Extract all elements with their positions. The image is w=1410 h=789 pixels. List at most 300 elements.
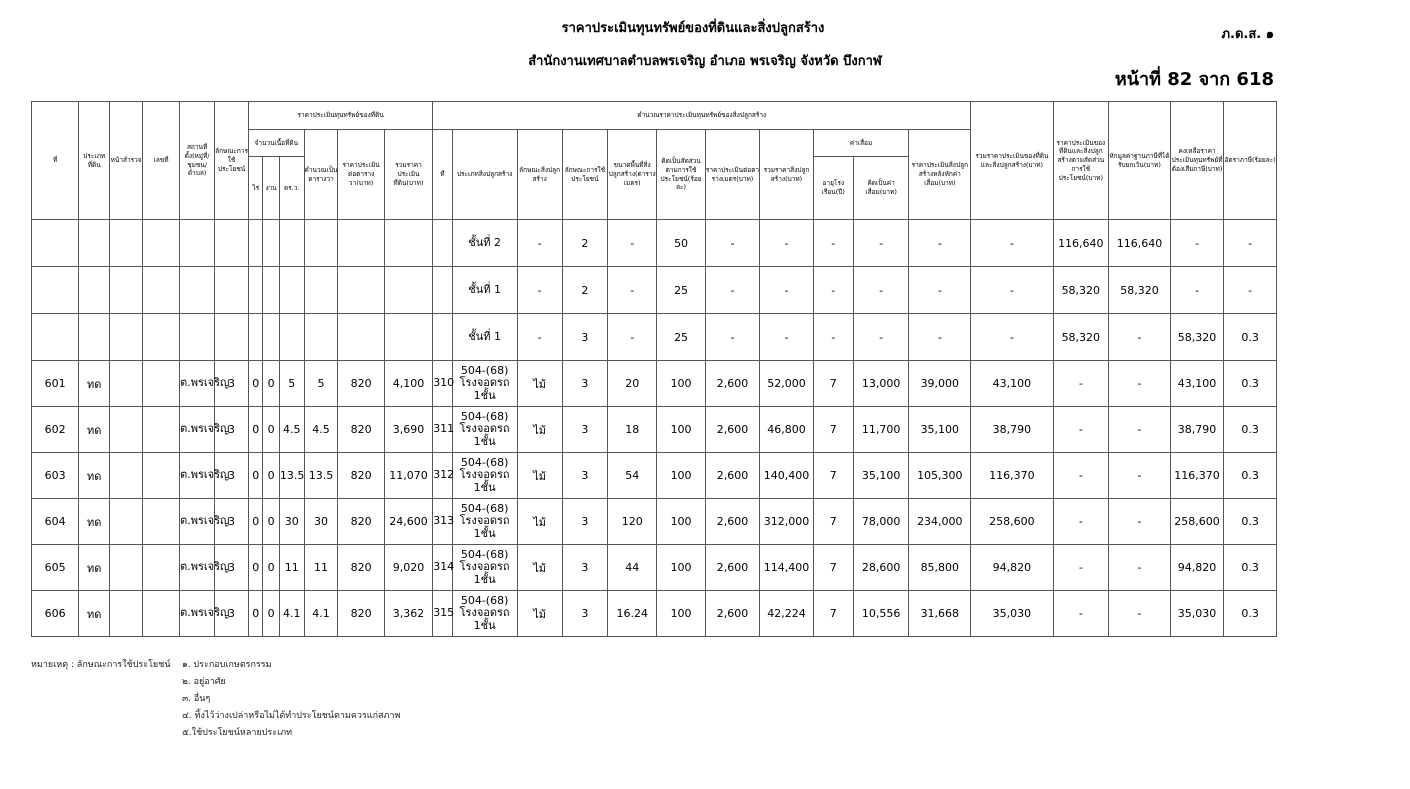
- cell-usage: 3: [215, 453, 249, 499]
- cell-bldg-total: 46,800: [760, 407, 813, 453]
- cell-remaining: 94,820: [1170, 545, 1223, 591]
- cell-remaining: 258,600: [1170, 499, 1223, 545]
- cell-rai: 0: [249, 499, 263, 545]
- cell-dep-amount: 28,600: [853, 545, 909, 591]
- cell-exemption: -: [1109, 361, 1171, 407]
- col-bldg-kind-header: ลักษณะสิ่งปลูกสร้าง: [517, 130, 562, 220]
- cell-usage: [215, 314, 249, 361]
- cell-land-type: ทด: [79, 545, 110, 591]
- col-tax-rate-header: อัตราภาษี(ร้อยละ): [1224, 102, 1277, 220]
- table-row: [32, 545, 1277, 591]
- cell-price-sqwa: 820: [338, 545, 384, 591]
- cell-land-type: ทด: [79, 591, 110, 637]
- cell-bldg-usage: 3: [562, 499, 607, 545]
- cell-dep-amount: 35,100: [853, 453, 909, 499]
- cell-calc-sqwa: 4.1: [304, 591, 338, 637]
- cell-survey-page: [110, 591, 143, 637]
- cell-price-sqm: -: [705, 220, 760, 267]
- cell-bldg-no: 312: [433, 453, 453, 499]
- cell-price-sqm: 2,600: [705, 453, 760, 499]
- cell-bldg-area: 16.24: [608, 591, 657, 637]
- cell-total-value: -: [971, 314, 1053, 361]
- cell-share-value: -: [1053, 407, 1109, 453]
- cell-bldg-type: 504-(68) โรงจอดรถ 1ชั้น: [452, 499, 517, 545]
- cell-bldg-type: 504-(68) โรงจอดรถ 1ชั้น: [452, 591, 517, 637]
- form-code: ภ.ด.ส. ๑: [1221, 27, 1274, 42]
- cell-location: ต.พรเจริญ: [180, 591, 215, 637]
- cell-ratio: 100: [657, 407, 705, 453]
- cell-bldg-no: 313: [433, 499, 453, 545]
- cell-location: [180, 220, 215, 267]
- cell-tax-rate: -: [1224, 267, 1277, 314]
- cell-bldg-total: -: [760, 267, 813, 314]
- cell-sqwa: 5: [279, 361, 304, 407]
- cell-price-sqm: 2,600: [705, 499, 760, 545]
- cell-no: [32, 267, 79, 314]
- cell-sqwa: [279, 220, 304, 267]
- col-bldg-usage-header: ลักษณะการใช้ประโยชน์: [562, 130, 607, 220]
- cell-bldg-kind: ไม้: [517, 545, 562, 591]
- cell-land-type: ทด: [79, 499, 110, 545]
- cell-total-value: -: [971, 267, 1053, 314]
- cell-total-value: 258,600: [971, 499, 1053, 545]
- cell-ratio: 100: [657, 361, 705, 407]
- building-group-header: คำนวณราคาประเมินทุนทรัพย์ของสิ่งปลูกสร้าง: [433, 102, 971, 130]
- area-group-header: จำนวนเนื้อที่ดิน: [249, 130, 305, 157]
- cell-exemption: -: [1109, 591, 1171, 637]
- table-row: [32, 314, 1277, 361]
- cell-remaining: 38,790: [1170, 407, 1223, 453]
- cell-bldg-total: 140,400: [760, 453, 813, 499]
- cell-bldg-type: 504-(68) โรงจอดรถ 1ชั้น: [452, 361, 517, 407]
- cell-usage: [215, 267, 249, 314]
- cell-tax-rate: 0.3: [1224, 407, 1277, 453]
- cell-rai: [249, 314, 263, 361]
- col-usage-header: ลักษณะการใช้ประโยชน์: [215, 102, 249, 220]
- cell-usage: [215, 220, 249, 267]
- cell-no: 606: [32, 591, 79, 637]
- cell-age: 7: [813, 499, 853, 545]
- cell-land-total: 24,600: [384, 499, 432, 545]
- cell-after-dep: 105,300: [909, 453, 971, 499]
- cell-price-sqwa: 820: [338, 499, 384, 545]
- cell-calc-sqwa: 11: [304, 545, 338, 591]
- cell-calc-sqwa: [304, 220, 338, 267]
- cell-location: ต.พรเจริญ: [180, 361, 215, 407]
- cell-rai: [249, 267, 263, 314]
- cell-land-total: [384, 267, 432, 314]
- cell-bldg-kind: ไม้: [517, 361, 562, 407]
- cell-bldg-type: 504-(68) โรงจอดรถ 1ชั้น: [452, 453, 517, 499]
- cell-ratio: 100: [657, 591, 705, 637]
- cell-share-value: -: [1053, 361, 1109, 407]
- cell-sqwa: [279, 314, 304, 361]
- cell-survey-page: [110, 314, 143, 361]
- note-item: ๕.ใช้ประโยชน์หลายประเภท: [182, 728, 293, 738]
- cell-exemption: -: [1109, 499, 1171, 545]
- cell-survey-page: [110, 267, 143, 314]
- cell-ngan: [263, 267, 279, 314]
- cell-land-total: 3,690: [384, 407, 432, 453]
- cell-price-sqwa: [338, 220, 384, 267]
- cell-age: -: [813, 220, 853, 267]
- cell-bldg-usage: 3: [562, 407, 607, 453]
- cell-calc-sqwa: 13.5: [304, 453, 338, 499]
- cell-no: 602: [32, 407, 79, 453]
- cell-dep-amount: 13,000: [853, 361, 909, 407]
- cell-price-sqwa: 820: [338, 361, 384, 407]
- table-row: [32, 453, 1277, 499]
- cell-tax-rate: 0.3: [1224, 591, 1277, 637]
- cell-usage: 3: [215, 407, 249, 453]
- cell-ratio: 100: [657, 499, 705, 545]
- cell-after-dep: -: [909, 267, 971, 314]
- cell-bldg-usage: 3: [562, 591, 607, 637]
- cell-share-value: -: [1053, 453, 1109, 499]
- cell-land-total: [384, 314, 432, 361]
- col-exemption-header: หักมูลค่าฐานภาษีที่ได้รับยกเว้น(บาท): [1109, 102, 1171, 220]
- col-sqwa-header: ตร.ว.: [279, 157, 304, 220]
- col-price-sqm-header: ราคาประเมินต่อตารางเมตร(บาท): [705, 130, 760, 220]
- cell-survey-page: [110, 220, 143, 267]
- cell-bldg-kind: -: [517, 314, 562, 361]
- cell-price-sqwa: [338, 314, 384, 361]
- cell-remaining: -: [1170, 220, 1223, 267]
- cell-land-type: ทด: [79, 361, 110, 407]
- cell-bldg-no: [433, 314, 453, 361]
- cell-dep-amount: 11,700: [853, 407, 909, 453]
- cell-age: 7: [813, 361, 853, 407]
- cell-no: 601: [32, 361, 79, 407]
- cell-location: ต.พรเจริญ: [180, 545, 215, 591]
- cell-total-value: -: [971, 220, 1053, 267]
- cell-bldg-total: -: [760, 314, 813, 361]
- cell-bldg-kind: -: [517, 267, 562, 314]
- col-bldg-total-header: รวมราคาสิ่งปลูกสร้าง(บาท): [760, 130, 813, 220]
- cell-age: 7: [813, 545, 853, 591]
- notes-list: [182, 657, 400, 742]
- cell-bldg-type: ชั้นที่ 2: [452, 220, 517, 267]
- cell-rai: [249, 220, 263, 267]
- cell-calc-sqwa: [304, 267, 338, 314]
- cell-number: [143, 220, 180, 267]
- col-land-total-header: รวมราคาประเมินที่ดิน(บาท): [384, 130, 432, 220]
- cell-calc-sqwa: 4.5: [304, 407, 338, 453]
- cell-rai: 0: [249, 407, 263, 453]
- cell-land-type: [79, 220, 110, 267]
- cell-age: 7: [813, 407, 853, 453]
- cell-share-value: -: [1053, 499, 1109, 545]
- cell-bldg-area: 20: [608, 361, 657, 407]
- cell-bldg-no: 311: [433, 407, 453, 453]
- cell-price-sqm: 2,600: [705, 407, 760, 453]
- cell-number: [143, 545, 180, 591]
- cell-survey-page: [110, 407, 143, 453]
- cell-bldg-kind: ไม้: [517, 453, 562, 499]
- assessment-table: [31, 101, 1277, 637]
- cell-share-value: -: [1053, 591, 1109, 637]
- col-bldg-no-header: ที่: [433, 130, 453, 220]
- cell-exemption: -: [1109, 545, 1171, 591]
- cell-after-dep: 85,800: [909, 545, 971, 591]
- cell-location: ต.พรเจริญ: [180, 453, 215, 499]
- cell-ngan: [263, 220, 279, 267]
- cell-sqwa: 11: [279, 545, 304, 591]
- col-bldg-type-header: ประเภทสิ่งปลูกสร้าง: [452, 130, 517, 220]
- cell-price-sqm: 2,600: [705, 591, 760, 637]
- cell-survey-page: [110, 545, 143, 591]
- cell-land-total: [384, 220, 432, 267]
- cell-after-dep: 39,000: [909, 361, 971, 407]
- cell-calc-sqwa: 5: [304, 361, 338, 407]
- cell-no: [32, 314, 79, 361]
- land-group-header: ราคาประเมินทุนทรัพย์ของที่ดิน: [249, 102, 433, 130]
- cell-number: [143, 314, 180, 361]
- col-remaining-header: คงเหลือราคาประเมินทุนทรัพย์ที่ต้องเสียภาษี(บาท): [1170, 102, 1223, 220]
- cell-bldg-usage: 2: [562, 267, 607, 314]
- cell-bldg-type: 504-(68) โรงจอดรถ 1ชั้น: [452, 545, 517, 591]
- cell-ngan: 0: [263, 591, 279, 637]
- cell-bldg-total: -: [760, 220, 813, 267]
- cell-ngan: 0: [263, 453, 279, 499]
- table-row: [32, 591, 1277, 637]
- cell-sqwa: 30: [279, 499, 304, 545]
- cell-land-type: ทด: [79, 407, 110, 453]
- cell-tax-rate: 0.3: [1224, 314, 1277, 361]
- cell-after-dep: 234,000: [909, 499, 971, 545]
- cell-age: -: [813, 314, 853, 361]
- cell-bldg-area: -: [608, 267, 657, 314]
- cell-number: [143, 407, 180, 453]
- cell-remaining: 43,100: [1170, 361, 1223, 407]
- cell-total-value: 43,100: [971, 361, 1053, 407]
- cell-remaining: 58,320: [1170, 314, 1223, 361]
- cell-no: 605: [32, 545, 79, 591]
- cell-sqwa: 4.1: [279, 591, 304, 637]
- cell-bldg-total: 42,224: [760, 591, 813, 637]
- cell-land-type: [79, 314, 110, 361]
- col-price-sqwa-header: ราคาประเมินต่อตารางวา(บาท): [338, 130, 384, 220]
- cell-total-value: 94,820: [971, 545, 1053, 591]
- col-calc-sqwa-header: คำนวณเป็นตารางวา: [304, 130, 338, 220]
- cell-price-sqm: -: [705, 314, 760, 361]
- cell-ratio: 25: [657, 267, 705, 314]
- cell-bldg-total: 52,000: [760, 361, 813, 407]
- note-item: ๑. ประกอบเกษตรกรรม: [182, 660, 272, 670]
- cell-total-value: 35,030: [971, 591, 1053, 637]
- cell-no: [32, 220, 79, 267]
- cell-dep-amount: 10,556: [853, 591, 909, 637]
- cell-after-dep: -: [909, 314, 971, 361]
- cell-bldg-no: 315: [433, 591, 453, 637]
- cell-bldg-total: 312,000: [760, 499, 813, 545]
- cell-price-sqm: 2,600: [705, 361, 760, 407]
- cell-ngan: 0: [263, 545, 279, 591]
- cell-number: [143, 361, 180, 407]
- cell-no: 604: [32, 499, 79, 545]
- col-rai-header: ไร่: [249, 157, 263, 220]
- table-row: [32, 361, 1277, 407]
- cell-share-value: -: [1053, 545, 1109, 591]
- cell-no: 603: [32, 453, 79, 499]
- note-item: ๓. อื่นๆ: [182, 694, 211, 704]
- cell-rai: 0: [249, 545, 263, 591]
- document-title: ราคาประเมินทุนทรัพย์ของที่ดินและสิ่งปลูกสร้าง: [561, 21, 825, 36]
- cell-tax-rate: 0.3: [1224, 499, 1277, 545]
- cell-tax-rate: 0.3: [1224, 453, 1277, 499]
- cell-rai: 0: [249, 453, 263, 499]
- cell-usage: 3: [215, 361, 249, 407]
- cell-bldg-area: 54: [608, 453, 657, 499]
- col-share-value-header: ราคาประเมินของที่ดินและสิ่งปลูกสร้างตามสัดส่วนการใช้ประโยชน์(บาท): [1053, 102, 1109, 220]
- cell-bldg-total: 114,400: [760, 545, 813, 591]
- col-ngan-header: งาน: [263, 157, 279, 220]
- cell-after-dep: 35,100: [909, 407, 971, 453]
- cell-bldg-no: 310: [433, 361, 453, 407]
- col-ratio-header: คิดเป็นสัดส่วนตามการใช้ประโยชน์(ร้อยละ): [657, 130, 705, 220]
- cell-remaining: 116,370: [1170, 453, 1223, 499]
- cell-rai: 0: [249, 591, 263, 637]
- cell-calc-sqwa: 30: [304, 499, 338, 545]
- table-row: [32, 499, 1277, 545]
- cell-age: 7: [813, 591, 853, 637]
- cell-bldg-kind: -: [517, 220, 562, 267]
- cell-bldg-usage: 3: [562, 314, 607, 361]
- cell-bldg-type: 504-(68) โรงจอดรถ 1ชั้น: [452, 407, 517, 453]
- cell-price-sqwa: [338, 267, 384, 314]
- cell-survey-page: [110, 361, 143, 407]
- cell-bldg-kind: ไม้: [517, 407, 562, 453]
- cell-usage: 3: [215, 499, 249, 545]
- cell-exemption: -: [1109, 453, 1171, 499]
- depreciation-group-header: ค่าเสื่อม: [813, 130, 909, 157]
- col-total-value-header: รวมราคาประเมินของที่ดินและสิ่งปลูกสร้าง(บาท): [971, 102, 1053, 220]
- note-item: ๒. อยู่อาศัย: [182, 677, 226, 687]
- cell-usage: 3: [215, 591, 249, 637]
- cell-bldg-kind: ไม้: [517, 591, 562, 637]
- cell-total-value: 38,790: [971, 407, 1053, 453]
- notes-label: หมายเหตุ : ลักษณะการใช้ประโยชน์: [31, 660, 171, 670]
- cell-price-sqwa: 820: [338, 453, 384, 499]
- cell-bldg-no: 314: [433, 545, 453, 591]
- page-number: หน้าที่ 82 จาก 618: [1114, 69, 1274, 90]
- cell-location: [180, 314, 215, 361]
- cell-calc-sqwa: [304, 314, 338, 361]
- office-subtitle: สำนักงานเทศบาลตำบลพรเจริญ อำเภอ พรเจริญ จังหวัด บึงกาฬ: [528, 54, 882, 69]
- col-no-header: ที่: [32, 102, 79, 220]
- cell-rai: 0: [249, 361, 263, 407]
- col-survey-page-header: หน้าสำรวจ: [110, 102, 143, 220]
- cell-price-sqm: 2,600: [705, 545, 760, 591]
- cell-share-value: 58,320: [1053, 267, 1109, 314]
- cell-bldg-area: 44: [608, 545, 657, 591]
- cell-exemption: -: [1109, 407, 1171, 453]
- cell-ratio: 25: [657, 314, 705, 361]
- col-bldg-area-header: ขนาดพื้นที่สิ่งปลูกสร้าง(ตารางเมตร): [608, 130, 657, 220]
- cell-bldg-usage: 2: [562, 220, 607, 267]
- cell-ngan: 0: [263, 407, 279, 453]
- cell-survey-page: [110, 453, 143, 499]
- table-row: [32, 267, 1277, 314]
- cell-bldg-type: ชั้นที่ 1: [452, 314, 517, 361]
- note-item: ๔. ทิ้งไว้ว่างเปล่าหรือไม่ได้ทำประโยชน์ตามควรแก่สภาพ: [182, 711, 401, 721]
- col-age-header: อายุโรงเรือน(ปี): [813, 157, 853, 220]
- col-dep-amount-header: คิดเป็นค่าเสื่อม(บาท): [853, 157, 909, 220]
- cell-land-total: 9,020: [384, 545, 432, 591]
- table-row: [32, 407, 1277, 453]
- cell-share-value: 116,640: [1053, 220, 1109, 267]
- cell-usage: 3: [215, 545, 249, 591]
- cell-dep-amount: 78,000: [853, 499, 909, 545]
- col-location-header: สถานที่ตั้ง(หมู่ที่/ชุมชน/ตำบล): [180, 102, 215, 220]
- cell-ratio: 100: [657, 545, 705, 591]
- cell-bldg-type: ชั้นที่ 1: [452, 267, 517, 314]
- cell-location: ต.พรเจริญ: [180, 407, 215, 453]
- cell-land-type: [79, 267, 110, 314]
- cell-bldg-usage: 3: [562, 361, 607, 407]
- cell-remaining: -: [1170, 267, 1223, 314]
- cell-tax-rate: 0.3: [1224, 545, 1277, 591]
- cell-age: 7: [813, 453, 853, 499]
- cell-age: -: [813, 267, 853, 314]
- cell-remaining: 35,030: [1170, 591, 1223, 637]
- cell-ngan: 0: [263, 499, 279, 545]
- cell-location: [180, 267, 215, 314]
- cell-ngan: 0: [263, 361, 279, 407]
- cell-share-value: 58,320: [1053, 314, 1109, 361]
- cell-price-sqwa: 820: [338, 407, 384, 453]
- cell-bldg-area: -: [608, 314, 657, 361]
- cell-ratio: 50: [657, 220, 705, 267]
- col-land-type-header: ประเภทที่ดิน: [79, 102, 110, 220]
- cell-total-value: 116,370: [971, 453, 1053, 499]
- cell-location: ต.พรเจริญ: [180, 499, 215, 545]
- cell-bldg-usage: 3: [562, 545, 607, 591]
- cell-bldg-kind: ไม้: [517, 499, 562, 545]
- cell-exemption: -: [1109, 314, 1171, 361]
- table-body: [32, 220, 1277, 637]
- cell-bldg-area: -: [608, 220, 657, 267]
- cell-exemption: 116,640: [1109, 220, 1171, 267]
- cell-land-total: 3,362: [384, 591, 432, 637]
- col-after-dep-header: ราคาประเมินสิ่งปลูกสร้างหลังหักค่าเสื่อม(บาท): [909, 130, 971, 220]
- col-number-header: เลขที่: [143, 102, 180, 220]
- cell-after-dep: -: [909, 220, 971, 267]
- cell-number: [143, 591, 180, 637]
- cell-bldg-area: 120: [608, 499, 657, 545]
- cell-exemption: 58,320: [1109, 267, 1171, 314]
- table-row: [32, 220, 1277, 267]
- cell-number: [143, 453, 180, 499]
- cell-sqwa: 4.5: [279, 407, 304, 453]
- cell-after-dep: 31,668: [909, 591, 971, 637]
- cell-number: [143, 499, 180, 545]
- cell-sqwa: [279, 267, 304, 314]
- cell-price-sqwa: 820: [338, 591, 384, 637]
- cell-bldg-area: 18: [608, 407, 657, 453]
- cell-survey-page: [110, 499, 143, 545]
- cell-dep-amount: -: [853, 220, 909, 267]
- cell-land-type: ทด: [79, 453, 110, 499]
- cell-land-total: 11,070: [384, 453, 432, 499]
- cell-tax-rate: 0.3: [1224, 361, 1277, 407]
- cell-ngan: [263, 314, 279, 361]
- cell-bldg-no: [433, 220, 453, 267]
- cell-tax-rate: -: [1224, 220, 1277, 267]
- cell-land-total: 4,100: [384, 361, 432, 407]
- cell-price-sqm: -: [705, 267, 760, 314]
- cell-bldg-no: [433, 267, 453, 314]
